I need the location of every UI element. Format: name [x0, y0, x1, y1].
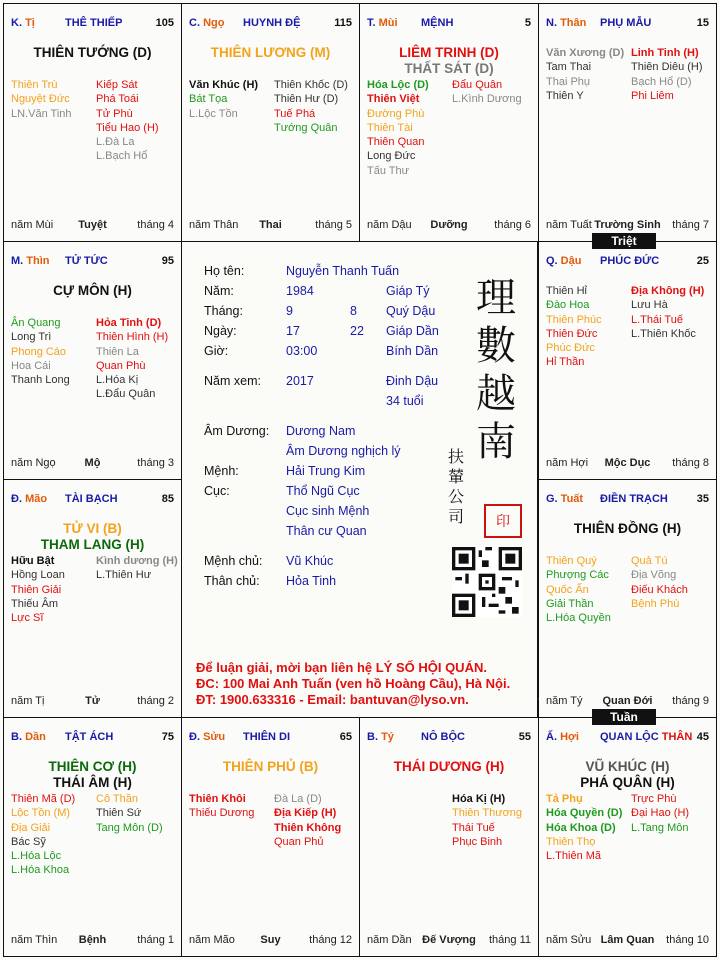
month-lunar: Quý Dậu	[386, 304, 436, 318]
minor-star: L.Thiên Mã	[546, 850, 602, 863]
minor-star: Thiên La	[96, 345, 139, 358]
life-stage: Tử	[85, 695, 100, 707]
branch-name: Sửu	[203, 731, 226, 743]
minor-star: Thái Tuế	[452, 821, 495, 834]
day-solar: 17	[286, 324, 300, 338]
name-label: Họ tên:	[204, 264, 245, 278]
minor-star: L.Tang Môn	[631, 821, 689, 834]
minor-star: Thiên Không	[274, 821, 342, 834]
minor-star: Thiên Hư (D)	[274, 93, 339, 106]
year-label: năm Tị	[11, 695, 45, 707]
house-title: TÀI BẠCH	[65, 493, 118, 505]
house-score: 85	[161, 493, 174, 505]
minor-star: L.Thái Tuế	[631, 313, 683, 326]
hour-lunar: Bính Dần	[386, 344, 439, 358]
minor-star: Điếu Khách	[631, 583, 688, 596]
month-label: tháng 1	[137, 934, 174, 946]
main-star: THIÊN CƠ (H)	[48, 759, 137, 774]
minor-star: Thiên Mã (D)	[11, 793, 76, 805]
amduong-value: Dương Nam	[286, 424, 356, 438]
minor-star: Cô Thần	[96, 793, 138, 805]
minor-star: Hỉ Thần	[546, 356, 585, 369]
seal-char: 越	[476, 371, 516, 417]
minor-star: L.Đà La	[96, 136, 135, 149]
minor-star: Tử Phù	[96, 107, 133, 120]
house-score: 115	[334, 17, 352, 29]
house-title: THIÊN DI	[243, 731, 291, 743]
minor-star: L.Đẩu Quân	[96, 388, 156, 401]
minor-star: Tấu Thư	[367, 164, 410, 177]
contact-line: Để luận giải, mời bạn liên hệ LÝ SỐ HỘI QUÁN.	[196, 660, 487, 675]
minor-star: Đà La (D)	[274, 793, 322, 805]
minor-star: Bệnh Phù	[631, 597, 680, 610]
minor-star: Thiếu Dương	[189, 807, 255, 820]
minor-star: Phi Liêm	[631, 89, 674, 102]
triet-tag: Triệt	[592, 233, 656, 249]
hour-value: 03:00	[286, 344, 318, 358]
life-stage: Quan Đới	[602, 695, 653, 707]
tuan-tag: Tuần	[592, 709, 656, 725]
life-stage: Trường Sinh	[594, 219, 661, 231]
seal-char: 理	[476, 275, 516, 321]
life-stage: Suy	[260, 934, 281, 946]
minor-star: Lưu Hà	[631, 299, 668, 312]
minor-star: Hỏa Tinh (D)	[96, 317, 162, 329]
minor-star: Thiên Sứ	[96, 807, 142, 820]
contact-address: ĐC: 100 Mai Anh Tuấn (ven hồ Hoàng Cầu), Hà Nội.	[196, 676, 511, 691]
life-stage: Thai	[259, 219, 282, 231]
minor-star: Long Đức	[367, 150, 416, 163]
house-title: TẬT ÁCH	[65, 731, 114, 743]
minor-star: Thiếu Âm	[11, 597, 59, 610]
house-title: HUYNH ĐỆ	[243, 17, 301, 29]
month-label: tháng 3	[137, 457, 174, 469]
house-score: 45	[696, 731, 709, 743]
branch-prefix: Đ.	[189, 731, 204, 743]
main-star: LIÊM TRINH (D)	[399, 45, 499, 60]
menh-value: Hải Trung Kim	[286, 464, 366, 478]
contact-block	[196, 660, 510, 708]
minor-star: Thiên Thọ	[546, 835, 596, 848]
than-chu-label: Thân chủ:	[204, 574, 260, 588]
minor-star: L.Bạch Hổ	[96, 150, 148, 163]
minor-star: Hóa Quyền (D)	[546, 807, 623, 820]
view-year-label: Năm xem:	[204, 374, 261, 388]
minor-star: Kình dương (H)	[96, 555, 178, 567]
branch-prefix: B.	[367, 731, 382, 743]
minor-star: Kiếp Sát	[96, 79, 138, 91]
life-stage: Đế Vượng	[422, 934, 476, 946]
year-label: năm Thân	[189, 219, 239, 231]
seal-char: 數	[476, 323, 516, 369]
house-title: TỬ TỨC	[65, 255, 108, 267]
minor-star: Văn Khúc (H)	[189, 79, 259, 91]
minor-star: Đường Phù	[367, 107, 425, 120]
house-title: QUAN LỘC	[600, 731, 659, 743]
house-score: 55	[518, 731, 531, 743]
minor-star: Thiên Khôi	[189, 793, 246, 805]
minor-star: Thiên Y	[546, 89, 584, 102]
year-label: Năm:	[204, 284, 234, 298]
red-stamp: 印	[484, 504, 522, 538]
life-stage: Dưỡng	[430, 219, 468, 231]
sub-char: 司	[448, 507, 465, 526]
minor-star: Lộc Tồn (M)	[11, 807, 71, 820]
branch-prefix: Đ.	[11, 493, 26, 505]
branch-prefix: Ấ.	[546, 731, 561, 743]
year-label: năm Mùi	[11, 219, 54, 231]
minor-star: L.Kình Dương	[452, 93, 522, 106]
minor-star: Bát Tọa	[189, 93, 228, 106]
minor-star: Lực Sĩ	[11, 612, 44, 625]
minor-star: Phúc Đức	[546, 342, 595, 355]
cuc-value: Thổ Ngũ Cục	[286, 484, 360, 498]
minor-star: Bạch Hổ (D)	[631, 75, 692, 88]
minor-star: Hóa Kị (H)	[452, 793, 506, 805]
minor-star: Hóa Khoa (D)	[546, 821, 616, 834]
month-label: tháng 11	[488, 934, 531, 946]
minor-star: Phá Toái	[96, 93, 139, 106]
sub-char: 公	[448, 487, 465, 506]
minor-star: Ân Quang	[11, 317, 61, 329]
year-label: năm Hợi	[546, 457, 589, 469]
minor-star: Bác Sỹ	[11, 835, 46, 848]
year-label: năm Tý	[546, 695, 583, 707]
month-label: tháng 12	[309, 934, 352, 946]
branch-name: Tý	[381, 731, 394, 743]
year-label: năm Thìn	[11, 934, 58, 946]
year-label: năm Dần	[367, 934, 412, 946]
main-star: THIÊN LƯƠNG (M)	[210, 45, 331, 60]
minor-star: Quả Tú	[631, 555, 668, 567]
hour-label: Giờ:	[204, 344, 229, 358]
cuc-label: Cục:	[204, 484, 230, 498]
minor-star: Tả Phụ	[546, 793, 583, 805]
branch-name: Ngọ	[203, 17, 225, 29]
branch-prefix: M.	[11, 255, 27, 267]
minor-star: Địa Không (H)	[631, 285, 705, 297]
calligraphy-seal	[470, 274, 522, 466]
day-lunar: Giáp Dần	[386, 324, 439, 338]
seal-subscript	[448, 447, 466, 527]
branch-name: Mão	[25, 493, 48, 505]
life-stage: Tuyệt	[78, 219, 107, 231]
month-lunar-num: 8	[350, 304, 357, 318]
minor-star: Phục Binh	[452, 835, 503, 848]
minor-star: Thiên Việt	[367, 93, 420, 106]
branch-prefix: K.	[11, 17, 26, 29]
life-stage: Lâm Quan	[600, 934, 655, 946]
minor-star: Long Trì	[11, 331, 52, 344]
minor-star: L.Thiên Khốc	[631, 327, 696, 340]
month-label: tháng 8	[672, 457, 709, 469]
minor-star: Hoa Cái	[11, 359, 51, 372]
house-title: PHÚC ĐỨC	[600, 255, 660, 267]
minor-star: Hồng Loan	[11, 569, 65, 582]
minor-star: Quốc Ấn	[546, 583, 589, 596]
house-score: 15	[696, 17, 709, 29]
house-score: 5	[524, 17, 531, 29]
main-star: THÁI ÂM (H)	[53, 775, 132, 790]
minor-star: L.Thiên Hư	[96, 569, 152, 582]
minor-star: Quan Phù	[96, 359, 146, 372]
month-label: Tháng:	[204, 304, 243, 318]
main-star: TỬ VI (B)	[63, 521, 122, 536]
branch-prefix: T.	[367, 17, 379, 29]
main-star: THẤT SÁT (D)	[404, 61, 494, 76]
minor-star: LN.Văn Tinh	[11, 107, 72, 120]
minor-star: Địa Kiếp (H)	[274, 807, 337, 820]
than-chu-value: Hỏa Tinh	[286, 574, 337, 588]
minor-star: Phượng Các	[546, 569, 609, 582]
minor-star: Thai Phụ	[546, 75, 591, 88]
minor-star: Đại Hao (H)	[631, 807, 690, 820]
branch-prefix: G.	[546, 493, 561, 505]
branch-name: Tuất	[560, 493, 584, 505]
house-score: 35	[696, 493, 709, 505]
main-star: VŨ KHÚC (H)	[585, 759, 670, 774]
center-info-panel	[181, 241, 538, 718]
year-label: năm Dậu	[367, 219, 412, 231]
minor-star: L.Hóa Khoa	[11, 864, 70, 877]
minor-star: Đào Hoa	[546, 299, 590, 312]
contact-phone-email[interactable]: ĐT: 1900.633316 - Email: bantuvan@lyso.vn.	[196, 692, 469, 707]
house-score: 75	[161, 731, 174, 743]
branch-name: Hợi	[560, 731, 579, 743]
minor-star: Đẩu Quân	[452, 79, 503, 91]
life-stage: Mộ	[84, 457, 101, 469]
main-star: THÁI DƯƠNG (H)	[393, 759, 505, 774]
qr-code-icon[interactable]	[452, 547, 522, 617]
house-score: 105	[155, 17, 174, 29]
day-lunar-num: 22	[350, 324, 364, 338]
minor-star: Tuế Phá	[274, 107, 316, 120]
branch-name: Dậu	[560, 255, 582, 267]
minor-star: Tiểu Hao (H)	[96, 121, 159, 134]
house-score: 25	[696, 255, 709, 267]
minor-star: Thiên Quý	[546, 555, 597, 567]
house-title: MỆNH	[421, 17, 454, 29]
minor-star: Thiên Khốc (D)	[274, 79, 348, 91]
minor-star: L.Hóa Quyền	[546, 612, 611, 625]
main-star: THAM LANG (H)	[40, 537, 145, 552]
life-stage: Mộc Dục	[604, 457, 651, 469]
month-solar: 9	[286, 304, 293, 318]
sub-char: 輦	[448, 467, 465, 486]
minor-star: Thiên Phúc	[546, 313, 602, 326]
minor-star: Thiên Tài	[367, 121, 413, 134]
month-label: tháng 4	[137, 219, 174, 231]
menh-chu-label: Mệnh chủ:	[204, 554, 263, 568]
year-label: năm Tuất	[546, 219, 592, 231]
minor-star: Thiên Trù	[11, 79, 58, 91]
view-year: 2017	[286, 374, 314, 388]
day-label: Ngày:	[204, 324, 237, 338]
minor-star: Thiên Đức	[546, 327, 598, 340]
minor-star: Thiên Diêu (H)	[631, 61, 703, 74]
main-star: THIÊN ĐỒNG (H)	[573, 521, 682, 536]
house-title: NÔ BỘC	[421, 731, 465, 743]
than-cu-note: Thân cư Quan	[286, 524, 367, 538]
view-year-lunar: Đinh Dậu	[386, 374, 439, 388]
year-lunar: Giáp Tý	[386, 284, 430, 298]
branch-prefix: C.	[189, 17, 204, 29]
month-label: tháng 7	[672, 219, 709, 231]
house-title: PHỤ MẪU	[600, 17, 652, 29]
branch-name: Tị	[25, 17, 35, 29]
menh-label: Mệnh:	[204, 464, 239, 478]
main-star: THIÊN PHỦ (B)	[222, 759, 319, 774]
main-star: THIÊN TƯỚNG (D)	[33, 45, 152, 60]
minor-star: Thiên Quan	[367, 136, 425, 149]
than-marker: THÂN	[661, 731, 693, 743]
minor-star: Thiên Hình (H)	[96, 331, 169, 344]
life-stage: Bệnh	[78, 934, 107, 946]
year-label: năm Sửu	[546, 934, 592, 946]
minor-star: Tướng Quân	[274, 121, 338, 134]
year-label: năm Ngọ	[11, 457, 56, 469]
minor-star: L.Hóa Kị	[96, 374, 139, 387]
minor-star: Quan Phủ	[274, 835, 324, 848]
minor-star: Thiên Giải	[11, 583, 62, 596]
month-label: tháng 5	[315, 219, 352, 231]
cuc-note: Cục sinh Mệnh	[286, 504, 370, 518]
house-score: 95	[161, 255, 174, 267]
minor-star: Hữu Bật	[11, 555, 55, 567]
minor-star: Hóa Lộc (D)	[367, 79, 429, 91]
branch-name: Thìn	[26, 255, 50, 267]
minor-star: Thanh Long	[11, 374, 70, 387]
branch-prefix: B.	[11, 731, 26, 743]
minor-star: L.Lộc Tồn	[189, 107, 238, 120]
sub-char: 扶	[448, 447, 465, 466]
main-star: PHÁ QUÂN (H)	[580, 775, 675, 790]
branch-name: Thân	[560, 17, 587, 29]
minor-star: Linh Tinh (H)	[631, 47, 699, 59]
minor-star: Phong Cáo	[11, 345, 67, 358]
house-score: 65	[339, 731, 352, 743]
minor-star: Địa Võng	[631, 569, 677, 582]
menh-chu-value: Vũ Khúc	[286, 554, 334, 568]
minor-star: Nguyệt Đức	[11, 93, 70, 106]
house-title: ĐIỀN TRẠCH	[600, 493, 668, 505]
minor-star: Thiên Hỉ	[546, 285, 587, 297]
house-title: THÊ THIẾP	[65, 17, 123, 29]
month-label: tháng 9	[672, 695, 709, 707]
branch-prefix: Q.	[546, 255, 561, 267]
minor-star: Trực Phù	[631, 793, 677, 805]
seal-char: 南	[476, 419, 516, 465]
name-value: Nguyễn Thanh Tuấn	[286, 264, 400, 278]
branch-prefix: N.	[546, 17, 561, 29]
minor-star: Giải Thần	[546, 597, 594, 610]
main-star: CỰ MÔN (H)	[53, 283, 132, 298]
branch-name: Mùi	[378, 17, 398, 29]
age: 34 tuổi	[386, 394, 424, 408]
year-solar: 1984	[286, 284, 314, 298]
minor-star: Thiên Thương	[452, 807, 523, 820]
minor-star: L.Hóa Lộc	[11, 850, 62, 863]
year-label: năm Mão	[189, 934, 235, 946]
minor-star: Địa Giải	[11, 821, 51, 834]
amduong-label: Âm Dương:	[204, 424, 270, 438]
month-label: tháng 10	[666, 934, 709, 946]
minor-star: Tam Thai	[546, 61, 592, 74]
month-label: tháng 6	[494, 219, 531, 231]
month-label: tháng 2	[137, 695, 174, 707]
minor-star: Văn Xương (D)	[546, 47, 625, 59]
branch-name: Dần	[25, 731, 46, 743]
minor-star: Tang Môn (D)	[96, 821, 163, 834]
amduong-note: Âm Dương nghịch lý	[286, 444, 401, 458]
